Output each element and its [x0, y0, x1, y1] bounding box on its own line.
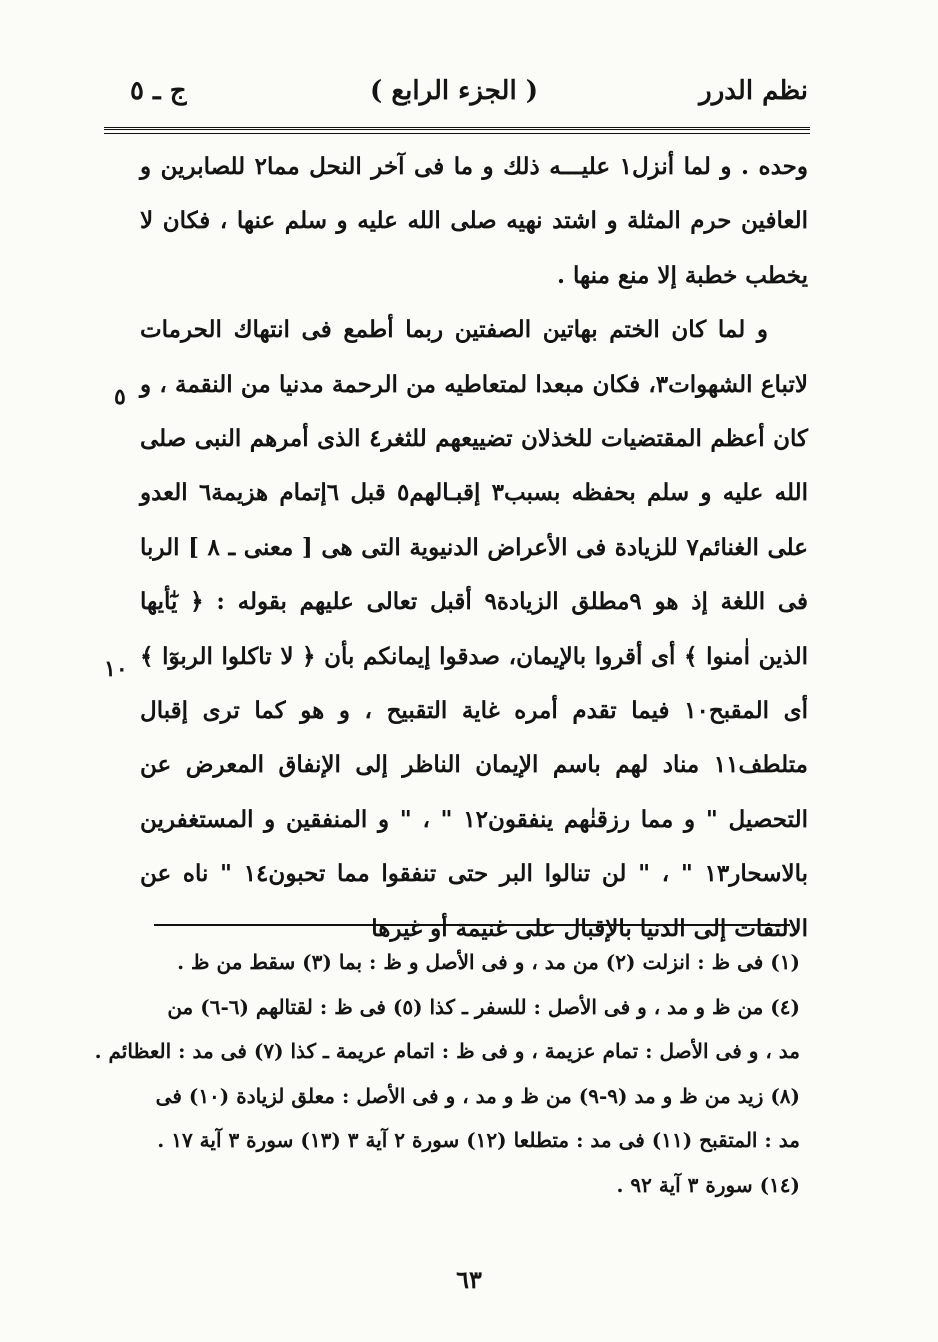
footnote-line: (١٤) سورة ٣ آية ٩٢ .: [616, 1172, 800, 1197]
paragraph: و لما كان الختم بهاتين الصفتين ربما أطمع فى انتهاك الحرمات لاتباع الشهوات٣، فكان مبعدا لمتعاطيه من الرحمة مدنيا من النقمة ، و كان أعظم المقتضيات للخذلان تضييعهم للثغر٤ الذى أمرهم النبى صلى الله عليه و سلم بحفظه بسبب٣ إقبـالهم٥ قبل ٦إتمام هزيمة٦ العدو على الغنائم٧ للزيادة فى الأعراض الدنيوية التى هى [ معنى ـ ٨ ] الربا فى اللغة إذ هو ٩مطلق الزيادة٩ أقبل تعالى عليهم بقوله : ﴿ يٰٓأيها الذين اٰمنوا ﴾ أى أقروا بالإيمان، صدقوا إيمانكم بأن ﴿ لا تاكلوا الربوٓا ﴾ أى المقبح١٠ فيما تقدم أمره غاية التقبيح ، و هو كما ترى إقبال متلطف١١ مناد لهم باسم الإيمان الناظر إلى الإنفاق المعرض عن التحصيل " و مما رزقنٰهم ينفقون١٢ " ، " و المنفقين و المستغفرين بالاسحار١٣ " ، " لن تنالوا البر حتى تنفقوا مما تحبون١٤ " ناه عن الالتفات إلى الدنيا بالإقبال على غنيمة أو غيرها: [140, 316, 809, 942]
footnote-line: (١) فى ظ : انزلت (٢) من مد ، و فى الأصل و ظ : بما (٣) سقط من ظ .: [177, 950, 800, 974]
footnote-line: (٤) من ظ و مد ، و فى الأصل : للسفر ـ كذا (٥) فى ظ : لقتالهم (٦-٦) من: [167, 994, 800, 1019]
main-text: [140, 140, 808, 956]
footnote-line: (٨) زيد من ظ و مد (٩-٩) من ظ و مد ، و فى الأصل : معلق لزيادة (١٠) فى: [155, 1083, 800, 1108]
margin-line-number: ٥: [114, 384, 126, 410]
volume-label: ج ـ ٥: [130, 76, 187, 106]
margin-line-number: ١٠: [104, 656, 128, 682]
part-label: ( الجزء الرابع ): [369, 76, 539, 106]
book-title: نظم الدرر: [699, 76, 808, 106]
page-number: ٦٣: [456, 1265, 482, 1294]
footnote-line: مد ، و فى الأصل : تمام عزيمة ، و فى ظ : اتمام عريمة ـ كذا (٧) فى مد : العظائم .: [94, 1039, 800, 1064]
paragraph: وحده . و لما أنزل١ عليـــه ذلك و ما فى آخر النحل مما٢ للصابرين و العافين حرم المثلة و اشتد نهيه صلى الله عليه و سلم عنها ، فكان لا يخطب خطبة إلا منع منها .: [140, 153, 808, 289]
footnotes: [94, 940, 800, 1208]
running-header: [100, 66, 808, 126]
footnote-line: مد : المتقبح (١١) فى مد : متطلعا (١٢) سورة ٢ آية ٣ (١٣) سورة ٣ آية ١٧ .: [157, 1128, 800, 1153]
footnote-divider: [154, 924, 790, 926]
header-divider: [104, 127, 810, 134]
